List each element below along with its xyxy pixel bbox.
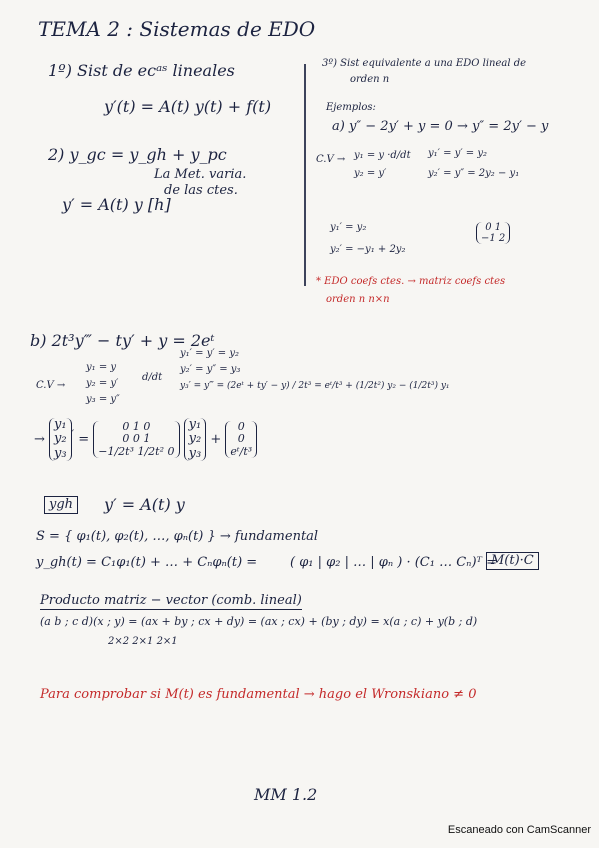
part-b-deriv: d/dt bbox=[142, 372, 163, 383]
rhs-vector-1: 0 bbox=[237, 420, 245, 434]
matrix-a bbox=[476, 222, 510, 244]
matrix-a-row-1: 0 1 bbox=[485, 222, 502, 233]
section-2-note-2: de las ctes. bbox=[164, 183, 238, 198]
column-matrix-line: ( φ₁ | φ₂ | … | φₙ ) · (C₁ … Cₙ)ᵀ = bbox=[290, 555, 498, 570]
matrix-b-row-3: −1/2t³ 1/2t² 0 bbox=[98, 444, 175, 458]
section-3-title-2: orden n bbox=[350, 74, 390, 85]
red-note-2: orden n n×n bbox=[326, 294, 390, 305]
general-solution-line: y_gh(t) = C₁φ₁(t) + … + Cₙφₙ(t) = bbox=[36, 555, 258, 570]
part-b-cv-label: C.V → bbox=[36, 380, 66, 391]
rhs-vector-3: eᵗ/t³ bbox=[230, 444, 253, 458]
product-dimensions: 2×2 2×1 2×1 bbox=[108, 636, 178, 647]
matrix-b-row-1: 0 1 0 bbox=[122, 420, 151, 434]
fundamental-set-line: S = { φ₁(t), φ₂(t), …, φₙ(t) } → fundamental bbox=[36, 529, 319, 544]
system-eq-1: y₁′ = y₂ bbox=[330, 222, 367, 233]
product-label: Producto matriz − vector (comb. lineal) bbox=[40, 594, 302, 610]
section-2-note-1: La Met. varia. bbox=[154, 167, 247, 182]
section-1-equation: y′(t) = A(t) y(t) + f(t) bbox=[104, 97, 272, 116]
change-var-4: y₂′ = y″ = 2y₂ − y₁ bbox=[428, 168, 520, 179]
red-note-1: * EDO coefs ctes. → matriz coefs ctes bbox=[316, 276, 506, 287]
matrix-b-row-2: 0 0 1 bbox=[122, 432, 151, 446]
page-title: TEMA 2 : Sistemas de EDO bbox=[38, 17, 316, 41]
part-b-matrix-system: → y₁ y₂ y₃ ′ = 0 1 0 0 0 1 −1/2t³ 1/2t² 0 y₁ y₂ y₃ + 0 0 eᵗ/t³ bbox=[34, 418, 257, 461]
part-b-cv-4: y₁′ = y′ = y₂ bbox=[180, 348, 239, 359]
part-b-cv-6: y₃′ = y‴ = (2eᵗ + ty′ − y) / 2t³ = eᵗ/t³ + (1/2t²) y₂ − (1/2t³) y₁ bbox=[180, 381, 450, 391]
section-2-equation: y′ = A(t) y [h] bbox=[62, 195, 171, 214]
change-var-3: y₁′ = y′ = y₂ bbox=[428, 148, 487, 159]
fundamental-matrix-boxed: M(t)·C bbox=[486, 552, 539, 570]
change-var-2: y₂ = y′ bbox=[354, 168, 387, 179]
product-equation: (a b ; c d)(x ; y) = (ax + by ; cx + dy) = (ax ; cx) + (by ; dy) = x(a ; c) + y(b ; d) bbox=[40, 615, 478, 628]
part-b-equation: b) 2t³y‴ − ty′ + y = 2eᵗ bbox=[30, 331, 215, 350]
part-b-cv-5: y₂′ = y″ = y₃ bbox=[180, 364, 241, 375]
homogeneous-equation: y′ = A(t) y bbox=[104, 495, 185, 514]
rhs-vector-2: 0 bbox=[237, 432, 245, 446]
section-1-label: 1º) Sist de ecᵃˢ lineales bbox=[48, 61, 235, 80]
change-var-1: y₁ = y ·d/dt bbox=[354, 150, 411, 161]
matrix-a-row-2: −1 2 bbox=[481, 233, 506, 244]
part-b-cv-3: y₃ = y″ bbox=[86, 394, 120, 405]
section-3-title: 3º) Sist equivalente a una EDO lineal de bbox=[322, 58, 527, 69]
example-a-equation: a) y″ − 2y′ + y = 0 → y″ = 2y′ − y bbox=[332, 119, 549, 134]
change-var-label: C.V → bbox=[316, 154, 346, 165]
examples-label: Ejemplos: bbox=[326, 102, 376, 113]
system-eq-2: y₂′ = −y₁ + 2y₂ bbox=[330, 244, 406, 255]
page-number: MM 1.2 bbox=[254, 785, 318, 804]
section-2-label: 2) y_gc = y_gh + y_pc bbox=[48, 145, 227, 164]
ygh-boxed-label: ygh bbox=[44, 496, 78, 514]
wronskian-note: Para comprobar si M(t) es fundamental → hago el Wronskiano ≠ 0 bbox=[40, 687, 477, 702]
part-b-cv-1: y₁ = y bbox=[86, 362, 117, 373]
scanner-watermark: Escaneado con CamScanner bbox=[447, 824, 591, 836]
part-b-cv-2: y₂ = y′ bbox=[86, 378, 119, 389]
column-divider bbox=[304, 64, 306, 286]
